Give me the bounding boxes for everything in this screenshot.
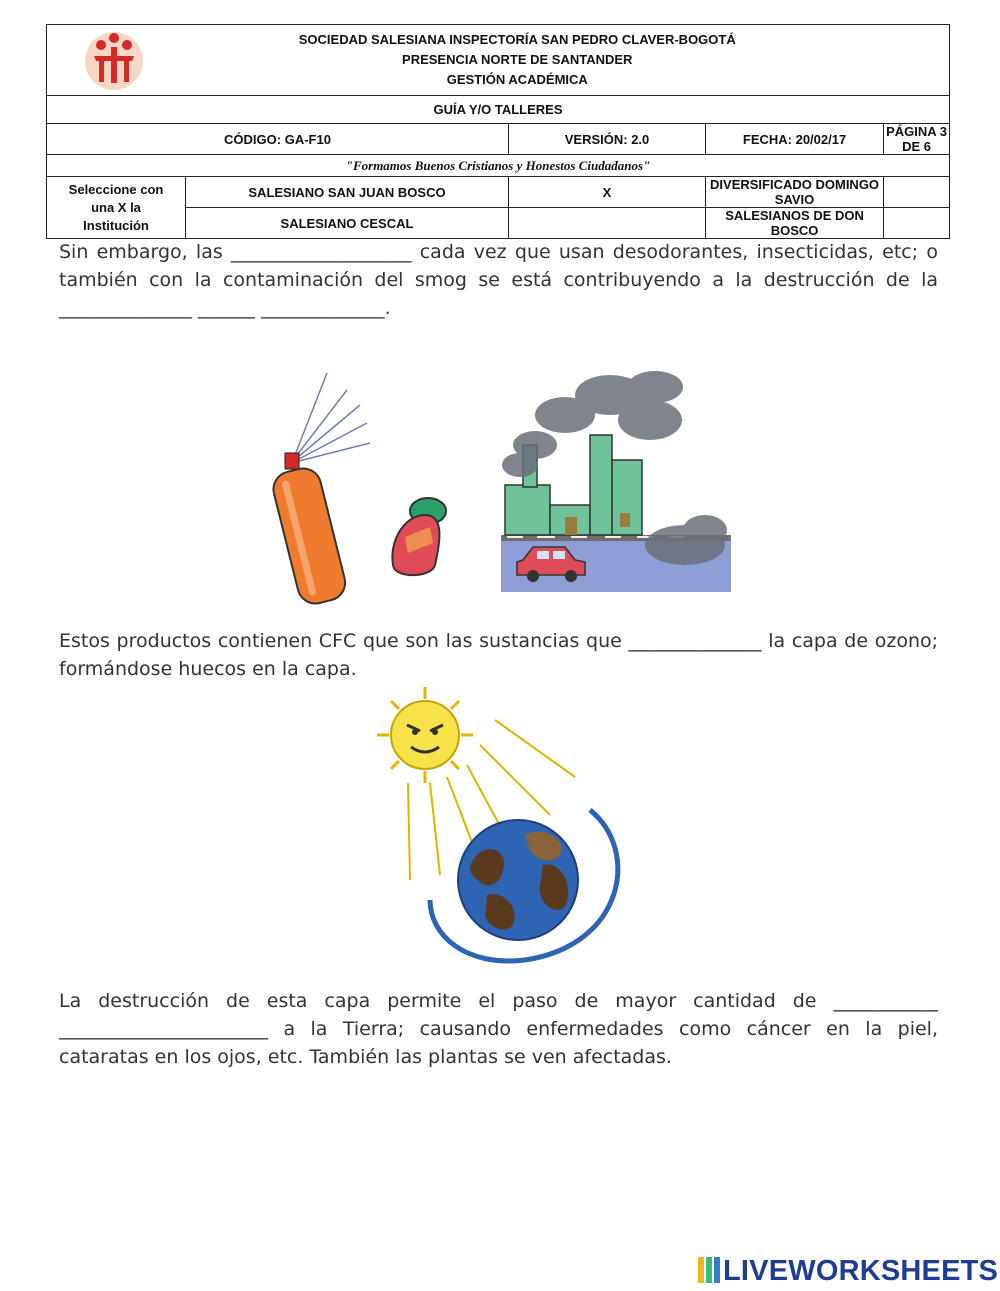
liveworksheets-icon <box>698 1257 720 1283</box>
salesian-logo-icon <box>81 27 151 91</box>
select-label-line-2: una X la <box>91 199 141 215</box>
org-line-3: GESTIÓN ACADÉMICA <box>446 72 588 87</box>
pollution-illustration <box>265 365 735 610</box>
answer-blank[interactable]: ______________ <box>59 297 192 319</box>
motto: "Formamos Buenos Cristianos y Honestos Ciudadanos" <box>47 155 950 177</box>
answer-blank[interactable]: ______________________ <box>59 1018 268 1040</box>
text: Estos productos contienen CFC que son las sustancias que <box>59 630 622 652</box>
institution-mark-box[interactable] <box>884 177 950 208</box>
logo <box>47 25 186 96</box>
text: La destrucción de esta capa permite el paso de mayor cantidad de <box>59 990 817 1012</box>
select-label-line-3: Institución <box>83 217 149 233</box>
document-title: GUÍA Y/O TALLERES <box>47 96 950 124</box>
page-cell: PÁGINA 3 DE 6 <box>884 124 950 155</box>
select-label-line-1: Seleccione con <box>68 181 164 197</box>
institution-name: SALESIANO SAN JUAN BOSCO <box>186 177 509 208</box>
answer-blank[interactable]: ______ <box>198 297 256 319</box>
brand-text: LIVEWORKSHEETS <box>723 1255 999 1287</box>
spray-can-icon <box>270 373 370 607</box>
sun-earth-illustration <box>375 685 635 970</box>
deodorant-icon <box>392 498 446 575</box>
code-cell: CÓDIGO: GA-F10 <box>47 124 509 155</box>
institution-name: SALESIANO CESCAL <box>186 208 509 239</box>
text: Sin embargo, las <box>59 241 223 263</box>
sun-icon <box>377 687 473 783</box>
header-table <box>46 24 950 239</box>
institution-mark-box[interactable] <box>884 208 950 239</box>
text: . <box>384 297 391 319</box>
liveworksheets-logo <box>698 1255 998 1288</box>
date-cell: FECHA: 20/02/17 <box>706 124 884 155</box>
earth-icon <box>458 820 578 940</box>
paragraph-1 <box>59 238 938 322</box>
org-line-2: PRESENCIA NORTE DE SANTANDER <box>402 52 633 67</box>
answer-blank[interactable]: _____________ <box>261 297 385 319</box>
org-line-1: SOCIEDAD SALESIANA INSPECTORÍA SAN PEDRO CLAVER-BOGOTÁ <box>298 32 736 47</box>
version-cell: VERSIÓN: 2.0 <box>509 124 706 155</box>
factory-icon <box>501 371 731 592</box>
text: a la Tierra; causando enfermedades como cáncer en la piel, cataratas en los ojos, etc. También las plantas se ven afectadas. <box>59 1018 938 1068</box>
institution-mark-box[interactable] <box>509 208 706 239</box>
answer-blank[interactable]: ___________________ <box>231 241 412 263</box>
select-institution-label <box>47 177 186 239</box>
institution-name: DIVERSIFICADO DOMINGO SAVIO <box>706 177 884 208</box>
answer-blank[interactable]: ______________ <box>628 630 762 652</box>
text: cada vez que usan desodorantes, insecticidas, etc; o también con la contaminación del smog se está contribuyendo a la destrucción de la <box>59 241 939 291</box>
answer-blank[interactable]: ___________ <box>833 990 938 1012</box>
paragraph-3 <box>59 987 938 1071</box>
organization-block <box>186 25 950 96</box>
text: la capa de ozono; formándose huecos en la capa. <box>59 630 939 680</box>
paragraph-2 <box>59 627 938 683</box>
institution-mark-box[interactable]: X <box>509 177 706 208</box>
institution-name: SALESIANOS DE DON BOSCO <box>706 208 884 239</box>
